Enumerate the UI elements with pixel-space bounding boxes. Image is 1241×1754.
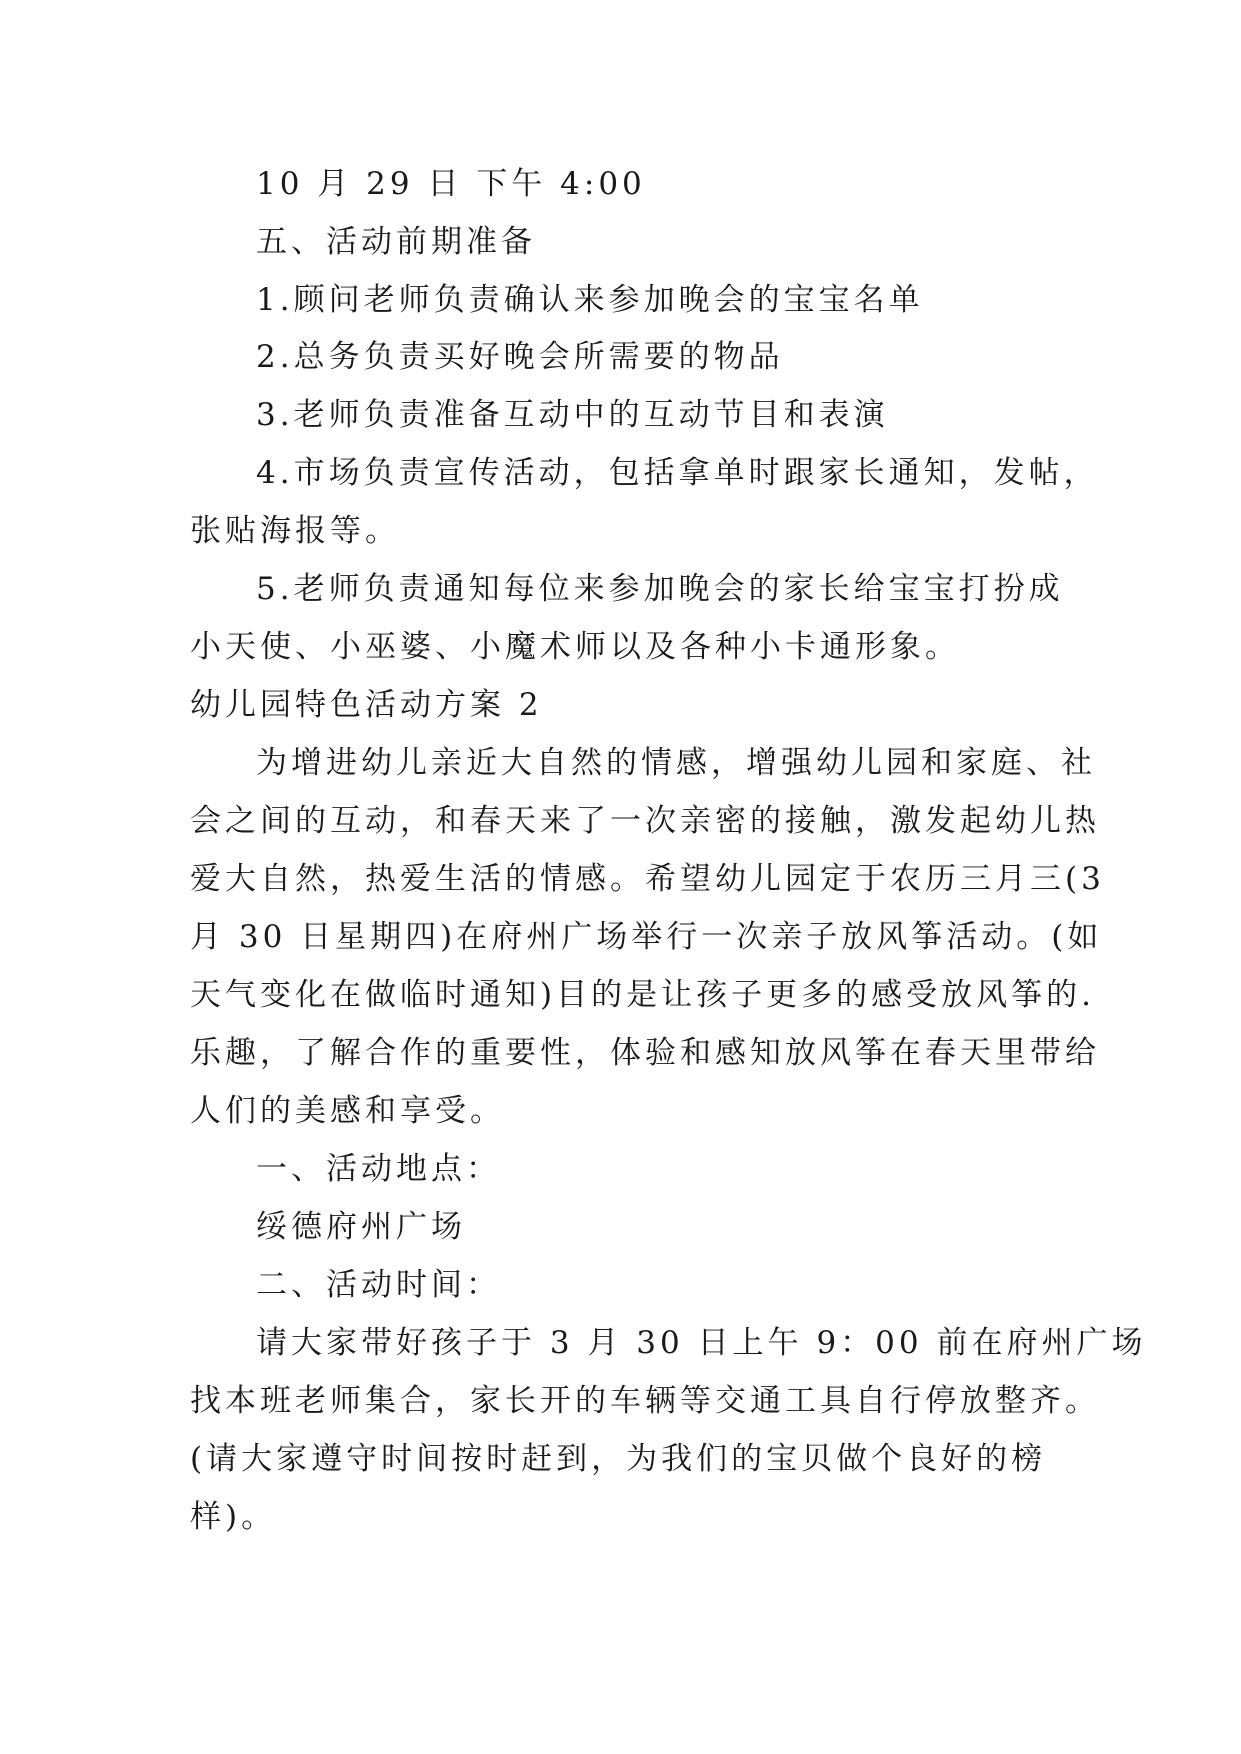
paragraph-line: 月 30 日星期四)在府州广场举行一次亲子放风筝活动。(如 bbox=[190, 919, 1103, 955]
list-item: 1.顾问老师负责确认来参加晚会的宝宝名单 bbox=[256, 282, 924, 318]
list-item: 4.市场负责宣传活动，包括拿单时跟家长通知，发帖， bbox=[256, 455, 1099, 491]
paragraph-line: 为增进幼儿亲近大自然的情感，增强幼儿园和家庭、社 bbox=[256, 745, 1096, 781]
section-heading-time: 二、活动时间： bbox=[256, 1267, 501, 1303]
paragraph-line: 乐趣，了解合作的重要性，体验和感知放风筝在春天里带给 bbox=[190, 1035, 1100, 1071]
time-line: 10 月 29 日 下午 4:00 bbox=[256, 166, 646, 202]
list-item: 3.老师负责准备互动中的互动节目和表演 bbox=[256, 397, 889, 433]
list-item-continuation: 张贴海报等。 bbox=[190, 513, 400, 549]
paragraph-line: 爱大自然，热爱生活的情感。希望幼儿园定于农历三月三(3 bbox=[190, 861, 1105, 897]
location-text: 绥德府州广场 bbox=[256, 1209, 466, 1245]
paragraph-line: 找本班老师集合，家长开的车辆等交通工具自行停放整齐。 bbox=[190, 1383, 1100, 1419]
paragraph-line: 人们的美感和享受。 bbox=[190, 1093, 505, 1129]
list-item-continuation: 小天使、小巫婆、小魔术师以及各种小卡通形象。 bbox=[190, 629, 960, 665]
paragraph-line: 天气变化在做临时通知)目的是让孩子更多的感受放风筝的. bbox=[190, 977, 1095, 1013]
paragraph-line: (请大家遵守时间按时赶到，为我们的宝贝做个良好的榜 bbox=[190, 1441, 1047, 1477]
section-heading-prep: 五、活动前期准备 bbox=[256, 224, 536, 260]
paragraph-line: 样)。 bbox=[190, 1499, 277, 1535]
section-heading-location: 一、活动地点： bbox=[256, 1151, 501, 1187]
list-item: 2.总务负责买好晚会所需要的物品 bbox=[256, 339, 784, 375]
paragraph-line: 会之间的互动，和春天来了一次亲密的接触，激发起幼儿热 bbox=[190, 803, 1100, 839]
paragraph-line: 请大家带好孩子于 3 月 30 日上午 9：00 前在府州广场 bbox=[256, 1325, 1147, 1361]
document-subtitle: 幼儿园特色活动方案 2 bbox=[190, 687, 543, 723]
list-item: 5.老师负责通知每位来参加晚会的家长给宝宝打扮成 bbox=[256, 571, 1064, 607]
